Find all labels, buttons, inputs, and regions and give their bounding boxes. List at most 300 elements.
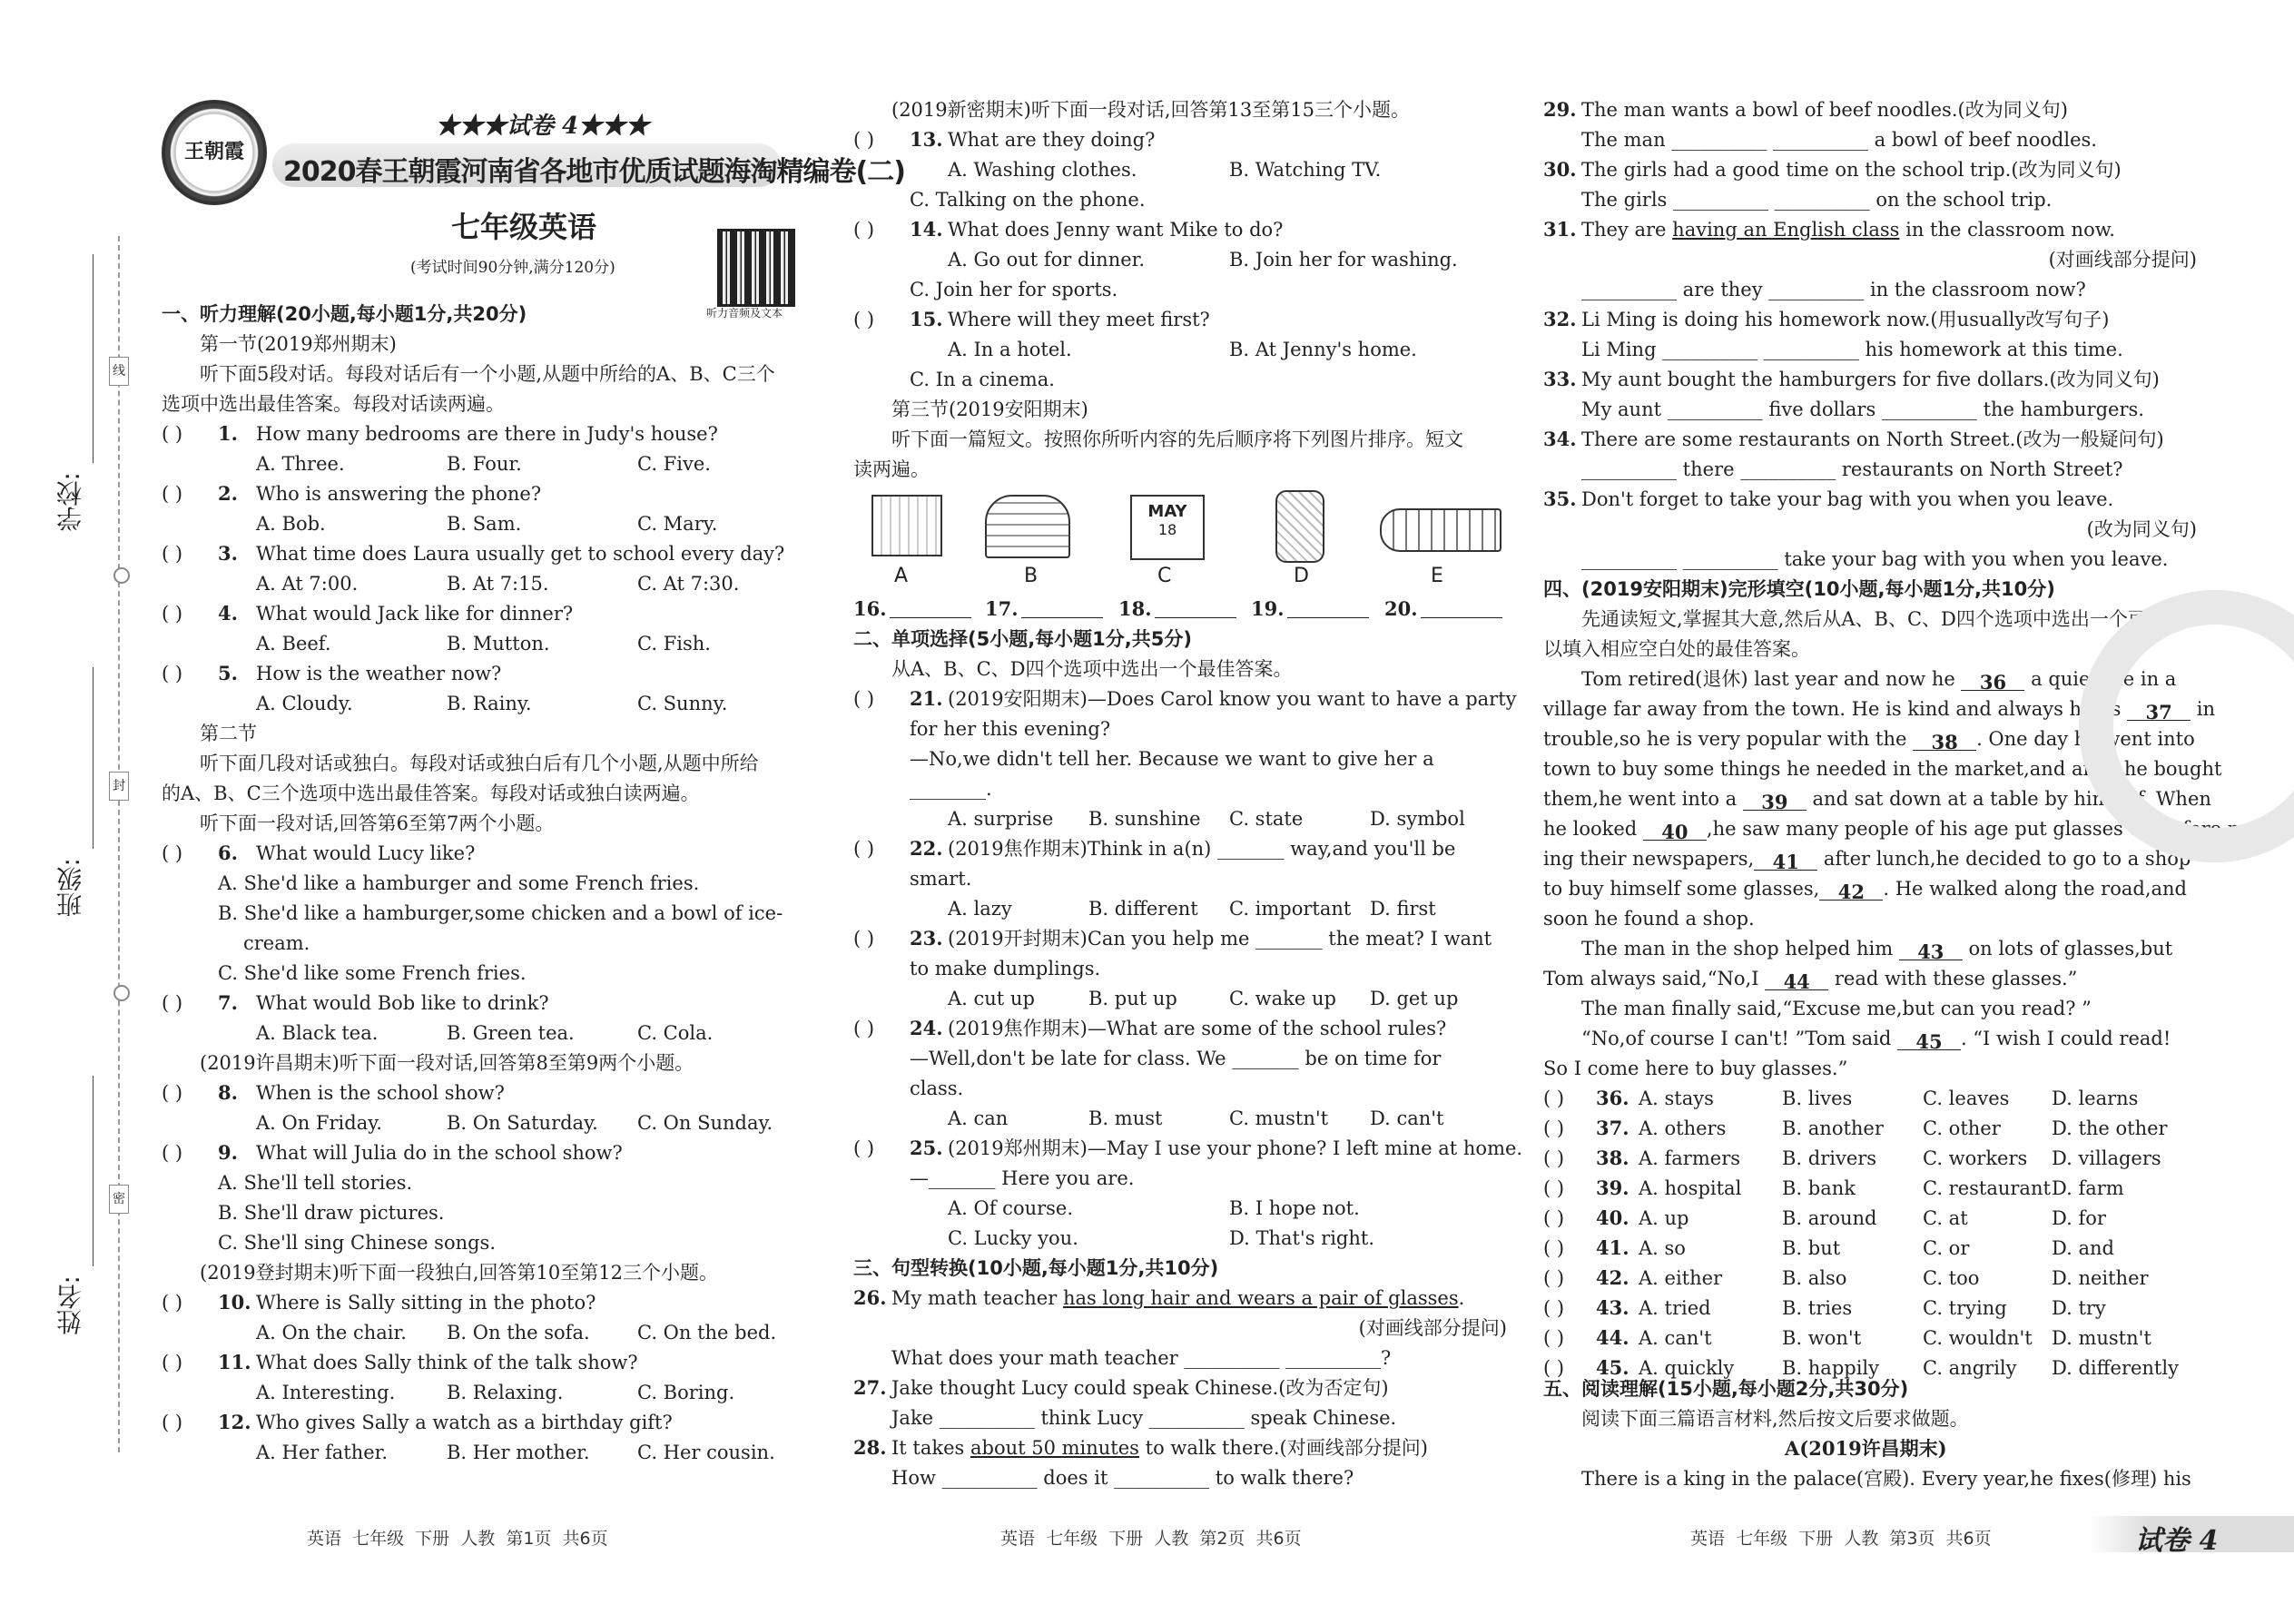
option-c[interactable]: C. workers — [1923, 1147, 2028, 1169]
answer-bracket[interactable]: ( ) — [162, 1082, 183, 1104]
cloze-blank[interactable]: 36 — [1961, 668, 2024, 691]
question-text: What does Jenny want Mike to do? — [948, 219, 1284, 241]
option-b[interactable]: B. put up — [1088, 988, 1177, 1009]
question-text-part: to walk there.(对画线部分提问) — [1138, 1437, 1428, 1459]
option-b[interactable]: B. another — [1782, 1117, 1884, 1139]
answer-bracket[interactable]: ( ) — [853, 1018, 875, 1039]
question-text: What time does Laura usually get to school every day? — [256, 543, 785, 565]
text-line: —No,we didn't tell her. Because we want to give her a — [910, 748, 1434, 770]
answer-bracket[interactable]: ( ) — [1543, 1327, 1565, 1349]
option-b[interactable]: B. I hope not. — [1229, 1197, 1360, 1219]
answer-bracket[interactable]: ( ) — [1543, 1117, 1565, 1139]
option-a[interactable]: A. lazy — [948, 898, 1012, 920]
gear-icon — [113, 567, 130, 584]
question-text: What does Sally think of the talk show? — [256, 1352, 638, 1373]
section-heading: 二、单项选择(5小题,每小题1分,共5分) — [853, 628, 1192, 650]
option-a[interactable]: A. Washing clothes. — [948, 159, 1137, 181]
answer-bracket[interactable]: ( ) — [162, 483, 183, 505]
cloze-text: he looked — [1543, 818, 1643, 840]
cloze-blank[interactable]: 37 — [2127, 698, 2191, 721]
text-line: 听下面一篇短文。按照你所听内容的先后顺序将下列图片排序。短文 — [891, 428, 1463, 450]
passage-a-text: There is a king in the palace(宫殿). Every year,he fixes(修理) his — [1581, 1468, 2191, 1490]
answer-bracket[interactable]: ( ) — [162, 663, 183, 684]
section-heading: 三、句型转换(10小题,每小题1分,共10分) — [853, 1257, 1219, 1279]
option-c[interactable]: C. other — [1923, 1117, 2001, 1139]
option-a[interactable]: C. Lucky you. — [948, 1227, 1078, 1249]
option-c[interactable]: C. angrily — [1923, 1357, 2017, 1379]
question-number: 28. — [853, 1436, 887, 1459]
option-d[interactable]: D. neither — [2052, 1267, 2149, 1289]
question-number: 11. — [218, 1351, 251, 1373]
option-a[interactable]: A. Interesting. — [256, 1382, 396, 1403]
question-text — [891, 1373, 1389, 1403]
option-b[interactable]: B. around — [1782, 1207, 1877, 1229]
answer-bracket[interactable]: ( ) — [853, 1137, 875, 1159]
cloze-blank[interactable]: 39 — [1743, 788, 1807, 811]
option-a[interactable]: A. Go out for dinner. — [948, 249, 1146, 271]
qr-code[interactable] — [717, 229, 795, 307]
question-text — [1581, 305, 2109, 334]
corner-label: 试卷 4 — [2135, 1525, 2219, 1557]
text-line: __________ __________ take your bag with you when you leave. — [1581, 548, 2169, 570]
option-c[interactable]: C. state — [1229, 808, 1304, 830]
option-a[interactable]: A. quickly — [1639, 1357, 1735, 1379]
question-number: 31. — [1543, 218, 1577, 241]
question-number: 4. — [218, 602, 238, 625]
option-c[interactable]: C. Five. — [637, 453, 711, 475]
option-b[interactable]: B. Sam. — [447, 513, 522, 535]
series-label: ★★★试卷 4★★★ — [436, 113, 650, 140]
option-c[interactable]: C. Boring. — [637, 1382, 735, 1403]
option-b[interactable]: B. must — [1088, 1107, 1163, 1129]
picture-robot — [1275, 490, 1324, 563]
cloze-text: them,he went into a — [1543, 788, 1743, 810]
option-d[interactable]: D. for — [2052, 1207, 2106, 1229]
option-a[interactable]: A. At 7:00. — [256, 573, 359, 595]
answer-bracket[interactable]: ( ) — [853, 928, 875, 950]
option-d[interactable]: D. learns — [2052, 1088, 2139, 1109]
answer-bracket[interactable]: ( ) — [162, 543, 183, 565]
answer-bracket[interactable]: ( ) — [1543, 1088, 1565, 1109]
option-a[interactable]: A. hospital — [1639, 1177, 1742, 1199]
answer-bracket[interactable]: ( ) — [1543, 1237, 1565, 1259]
gear-icon — [113, 985, 130, 1001]
option-d[interactable]: D. first — [1370, 898, 1436, 920]
question-number: 29. — [1543, 98, 1577, 121]
school-label: 学校: — [55, 472, 85, 532]
name-label: 姓名: — [55, 1275, 85, 1335]
cloze-text: village far away from the town. He is kind and always helps — [1543, 698, 2128, 720]
question-text-part: The girls had a good time on the school trip.(改为同义句) — [1581, 159, 2122, 181]
question-text: (2019安阳期末)—Does Carol know you want to have a party — [948, 688, 1517, 710]
answer-blank[interactable] — [1421, 617, 1502, 618]
question-number: 43. — [1596, 1296, 1629, 1319]
answer-bracket[interactable]: ( ) — [162, 842, 183, 864]
option-a[interactable]: A. others — [1639, 1117, 1727, 1139]
option-b[interactable]: B. drivers — [1782, 1147, 1877, 1169]
question-text — [891, 1284, 1464, 1313]
cloze-text: Tom always said,“No,I — [1543, 968, 1766, 989]
cloze-text: So I come here to buy glasses.” — [1543, 1058, 1848, 1079]
cloze-text: town to buy some things he needed in the market,and after he bought — [1543, 758, 2222, 780]
section-5-instruction: 阅读下面三篇语言材料,然后按文后要求做题。 — [1581, 1408, 1969, 1430]
option-c[interactable]: C. trying — [1923, 1297, 2007, 1319]
option-d[interactable]: D. differently — [2052, 1357, 2179, 1379]
question-text-part: . — [1458, 1287, 1465, 1309]
option-c[interactable]: C. Fish. — [637, 633, 711, 655]
subject-title: 七年级英语 — [451, 210, 597, 244]
cloze-line — [1543, 964, 2077, 993]
picture-gift — [871, 495, 942, 556]
answer-bracket[interactable]: ( ) — [853, 219, 875, 241]
option-a[interactable]: A. can't — [1639, 1327, 1712, 1349]
question-text — [891, 1433, 1428, 1462]
cloze-text: read with these glasses.” — [1828, 968, 2078, 989]
question-text: What would Bob like to drink? — [256, 992, 549, 1014]
cloze-text: on lots of glasses,but — [1962, 938, 2173, 960]
text-line: My aunt __________ five dollars __________ the hamburgers. — [1581, 399, 2144, 420]
option-b[interactable]: B. happily — [1782, 1357, 1880, 1379]
question-text: (2019开封期末)Can you help me _______ the meat? I want — [948, 928, 1492, 950]
option-a[interactable]: A. Beef. — [256, 633, 331, 655]
option-c[interactable]: C. important — [1229, 898, 1352, 920]
question-number: 3. — [218, 542, 238, 565]
option-b[interactable]: B. Watching TV. — [1229, 159, 1382, 181]
answer-bracket[interactable]: ( ) — [162, 603, 183, 625]
text-line: 的A、B、C三个选项中选出最佳答案。每段对话或独白读两遍。 — [162, 782, 700, 804]
option-c[interactable]: C. at — [1923, 1207, 1968, 1229]
text-line: What does your math teacher __________ __________? — [891, 1347, 1392, 1369]
option-a[interactable]: A. On Friday. — [256, 1112, 382, 1134]
cloze-text: . “I wish I could read! — [1960, 1028, 2171, 1049]
text-line: 听下面一段对话,回答第6至第7两个小题。 — [200, 812, 555, 834]
question-number: 14. — [910, 218, 943, 241]
text-line: to make dumplings. — [910, 958, 1101, 979]
question-text-part: Don't forget to take your bag with you when you leave. — [1581, 488, 2114, 510]
option-a[interactable]: A. tried — [1639, 1297, 1711, 1319]
calendar-month: MAY — [1147, 502, 1187, 521]
text-line: 第一节(2019郑州期末) — [200, 333, 397, 355]
bind-mark-2: 封 — [109, 772, 129, 801]
question-text-part: in the classroom now. — [1899, 219, 2115, 241]
option-d[interactable]: D. mustn't — [2052, 1327, 2151, 1349]
question-text: When is the school show? — [256, 1082, 505, 1104]
cloze-line — [1543, 844, 2191, 873]
text-line: cream. — [243, 932, 310, 954]
option-a[interactable]: A. stays — [1639, 1088, 1714, 1109]
option-a[interactable]: A. Of course. — [948, 1197, 1074, 1219]
cloze-line — [1581, 994, 2092, 1023]
question-number: 35. — [1543, 487, 1577, 510]
answer-blank[interactable] — [890, 617, 971, 618]
question-number: 41. — [1596, 1236, 1629, 1259]
option-c[interactable]: C. restaurant — [1923, 1177, 2051, 1199]
picture-building — [985, 495, 1070, 558]
question-text-part: The man wants a bowl of beef noodles.(改为同义句) — [1581, 99, 2068, 121]
question-text: Where will they meet first? — [948, 309, 1210, 330]
school-field[interactable] — [93, 254, 94, 463]
question-text — [1581, 485, 2113, 514]
option-b[interactable]: B. Mutton. — [447, 633, 550, 655]
option-a[interactable]: A. In a hotel. — [948, 339, 1072, 360]
answer-bracket[interactable]: ( ) — [1543, 1297, 1565, 1319]
option-b[interactable]: B. different — [1088, 898, 1198, 920]
text-line: C. She'd like some French fries. — [218, 962, 527, 984]
option-b[interactable]: B. Relaxing. — [447, 1382, 564, 1403]
question-text: What would Lucy like? — [256, 842, 476, 864]
question-number: 42. — [1596, 1266, 1629, 1289]
question-text — [1581, 95, 2068, 124]
option-b[interactable]: B. but — [1782, 1237, 1841, 1259]
question-text-part: It takes — [891, 1437, 970, 1459]
text-line: 听下面5段对话。每段对话后有一个小题,从题中所给的A、B、C三个 — [200, 363, 775, 385]
option-c[interactable]: C. wouldn't — [1923, 1327, 2033, 1349]
option-b[interactable]: B. At 7:15. — [447, 573, 549, 595]
text-line: C. She'll sing Chinese songs. — [218, 1232, 497, 1254]
option-d[interactable]: D. try — [2052, 1297, 2106, 1319]
option-a[interactable]: A. Black tea. — [256, 1022, 379, 1044]
answer-bracket[interactable]: ( ) — [1543, 1147, 1565, 1169]
answer-blank-label: 20. — [1384, 597, 1418, 620]
option-b[interactable]: B. Her mother. — [447, 1442, 590, 1463]
question-text-part: There are some restaurants on North Street.(改为一般疑问句) — [1581, 428, 2164, 450]
option-d[interactable]: D. the other — [2052, 1117, 2168, 1139]
cloze-blank[interactable]: 43 — [1899, 938, 1963, 960]
answer-bracket[interactable]: ( ) — [1543, 1177, 1565, 1199]
question-text: Where is Sally sitting in the photo? — [256, 1292, 596, 1314]
question-number: 6. — [218, 842, 238, 864]
option-d[interactable]: D. farm — [2052, 1177, 2124, 1199]
cloze-text: soon he found a shop. — [1543, 908, 1755, 930]
option-a[interactable]: A. surprise — [948, 808, 1054, 830]
option-c[interactable]: C. Sunny. — [637, 693, 728, 714]
cloze-blank[interactable]: 41 — [1754, 848, 1817, 871]
text-line: A. She'd like a hamburger and some French fries. — [218, 872, 700, 894]
underlined-part: about 50 minutes — [970, 1437, 1139, 1459]
option-b[interactable]: B. On the sofa. — [447, 1322, 590, 1343]
cloze-text: a quiet life in a — [2024, 668, 2177, 690]
cloze-text: The man in the shop helped him — [1581, 938, 1899, 960]
option-c[interactable]: C. leaves — [1923, 1088, 2010, 1109]
option-b[interactable]: B. also — [1782, 1267, 1847, 1289]
question-number: 24. — [910, 1017, 943, 1039]
option-c[interactable]: C. On Sunday. — [637, 1112, 773, 1134]
option-a[interactable]: A. cut up — [948, 988, 1035, 1009]
option-c[interactable]: C. At 7:30. — [637, 573, 740, 595]
option-a[interactable]: A. up — [1639, 1207, 1689, 1229]
question-text — [1581, 365, 2160, 394]
option-a[interactable]: A. Cloudy. — [256, 693, 353, 714]
text-line: B. She'd like a hamburger,some chicken and a bowl of ice- — [218, 902, 783, 924]
text-line: (2019新密期末)听下面一段对话,回答第13至第15三个小题。 — [891, 99, 1410, 121]
option-c[interactable]: C. too — [1923, 1267, 1980, 1289]
question-number: 12. — [218, 1411, 251, 1433]
option-b[interactable]: B. sunshine — [1088, 808, 1201, 830]
text-line: A. She'll tell stories. — [218, 1172, 413, 1194]
passage-a-title: A(2019许昌期末) — [1785, 1437, 1947, 1460]
cloze-line — [1543, 1054, 1847, 1083]
question-text: How is the weather now? — [256, 663, 502, 684]
option-a[interactable]: A. farmers — [1639, 1147, 1741, 1169]
answer-bracket[interactable]: ( ) — [1543, 1267, 1565, 1289]
answer-bracket[interactable]: ( ) — [162, 1292, 183, 1314]
text-line: How __________ does it __________ to walk there? — [891, 1467, 1354, 1489]
question-text — [1581, 425, 2164, 454]
option-c[interactable]: C. Mary. — [637, 513, 718, 535]
question-number: 2. — [218, 482, 238, 505]
cloze-line — [1581, 934, 2172, 963]
bind-mark-1: 线 — [109, 357, 129, 386]
option-b[interactable]: B. Green tea. — [447, 1022, 575, 1044]
cloze-line — [1581, 1024, 2171, 1053]
question-text-part: My aunt bought the hamburgers for five dollars.(改为同义句) — [1581, 369, 2160, 390]
answer-bracket[interactable]: ( ) — [853, 838, 875, 860]
option-b[interactable]: B. Join her for washing. — [1229, 249, 1458, 271]
text-line: __________ are they __________ in the classroom now? — [1581, 279, 2086, 300]
name-field[interactable] — [93, 1076, 94, 1266]
text-line: The girls __________ __________ on the school trip. — [1581, 189, 2053, 211]
question-note: (改为同义句) — [2086, 518, 2197, 540]
option-a[interactable]: A. Three. — [256, 453, 345, 475]
question-number: 39. — [1596, 1176, 1629, 1199]
cloze-text: ,he saw many people of his age put glasses on before read- — [1706, 818, 2279, 840]
text-line: ________. — [910, 778, 992, 800]
question-number: 25. — [910, 1137, 943, 1159]
text-line: —Well,don't be late for class. We _______ be on time for — [910, 1048, 1442, 1069]
question-number: 38. — [1596, 1147, 1629, 1169]
option-a[interactable]: A. On the chair. — [256, 1322, 407, 1343]
cloze-text: and sat down at a table by himself. When — [1806, 788, 2211, 810]
text-line: 读两遍。 — [853, 458, 930, 480]
question-number: 5. — [218, 662, 238, 684]
answer-blank[interactable] — [1021, 617, 1103, 618]
option-a[interactable]: A. so — [1639, 1237, 1686, 1259]
option-c[interactable]: C. or — [1923, 1237, 1970, 1259]
underlined-part: has long hair and wears a pair of glasses — [1062, 1287, 1459, 1309]
option-d[interactable]: D. get up — [1370, 988, 1459, 1009]
picture-label: C — [1157, 565, 1172, 587]
question-note: (对画线部分提问) — [1358, 1317, 1507, 1339]
question-text — [1581, 155, 2122, 184]
option-b[interactable]: B. bank — [1782, 1177, 1856, 1199]
answer-blank-label: 18. — [1118, 597, 1152, 620]
text-line: (2019登封期末)听下面一段独白,回答第10至第12三个小题。 — [200, 1262, 718, 1284]
class-field[interactable] — [93, 667, 94, 849]
option-b[interactable]: B. Four. — [447, 453, 522, 475]
option-c[interactable]: C. mustn't — [1229, 1107, 1329, 1129]
option-c[interactable]: C. On the bed. — [637, 1322, 777, 1343]
answer-blank[interactable] — [1155, 617, 1236, 618]
text-line: 以填入相应空白处的最佳答案。 — [1543, 638, 1810, 660]
answer-bracket[interactable]: ( ) — [162, 423, 183, 445]
question-text: What would Jack like for dinner? — [256, 603, 574, 625]
answer-bracket[interactable]: ( ) — [1543, 1357, 1565, 1379]
question-text: How many bedrooms are there in Judy's house? — [256, 423, 718, 445]
option-a[interactable]: A. Her father. — [256, 1442, 389, 1463]
page-title: 2020春王朝霞河南省各地市优质试题海淘精编卷(二) — [283, 156, 905, 188]
option-c[interactable]: C. Cola. — [637, 1022, 714, 1044]
option-b[interactable]: B. Rainy. — [447, 693, 532, 714]
picture-label: B — [1024, 565, 1039, 587]
cloze-blank[interactable]: 45 — [1897, 1028, 1961, 1050]
question-number: 32. — [1543, 308, 1577, 330]
cloze-text: after lunch,he decided to go to a shop — [1817, 848, 2191, 870]
option-b[interactable]: B. lives — [1782, 1088, 1853, 1109]
qr-caption: 听力音频及文本 — [706, 307, 783, 320]
option-b[interactable]: B. At Jenny's home. — [1229, 339, 1417, 360]
option-b[interactable]: B. tries — [1782, 1297, 1853, 1319]
logo: 王朝霞 — [162, 100, 267, 205]
answer-bracket[interactable]: ( ) — [162, 1352, 183, 1373]
answer-bracket[interactable]: ( ) — [853, 309, 875, 330]
text-line: 第二节 — [200, 723, 257, 744]
cloze-text: The man finally said,“Excuse me,but can you read? ” — [1581, 998, 2092, 1019]
option-b[interactable]: D. That's right. — [1229, 1227, 1374, 1249]
text-line: 从A、B、C、D四个选项中选出一个最佳答案。 — [891, 658, 1293, 680]
answer-bracket[interactable]: ( ) — [853, 688, 875, 710]
question-number: 30. — [1543, 158, 1577, 181]
question-number: 34. — [1543, 428, 1577, 450]
option-a[interactable]: A. can — [948, 1107, 1009, 1129]
answer-bracket[interactable]: ( ) — [162, 1412, 183, 1433]
question-text-part: My math teacher — [891, 1287, 1063, 1309]
text-line: 第三节(2019安阳期末) — [891, 399, 1088, 420]
text-line: class. — [910, 1078, 964, 1099]
section-5-heading: 五、阅读理解(15小题,每小题2分,共30分) — [1543, 1378, 1909, 1400]
question-text — [1581, 215, 2115, 244]
answer-blank[interactable] — [1287, 617, 1369, 618]
option-d[interactable]: D. symbol — [1370, 808, 1465, 830]
option-a[interactable]: A. either — [1639, 1267, 1723, 1289]
text-line: —_______ Here you are. — [910, 1167, 1135, 1189]
answer-bracket[interactable]: ( ) — [1543, 1207, 1565, 1229]
answer-bracket[interactable]: ( ) — [162, 992, 183, 1014]
option-d[interactable]: D. villagers — [2052, 1147, 2161, 1169]
cloze-blank[interactable]: 38 — [1913, 728, 1976, 751]
class-label: 班级: — [55, 858, 85, 918]
cloze-blank[interactable]: 44 — [1765, 968, 1828, 990]
cloze-blank[interactable]: 40 — [1643, 818, 1707, 841]
picture-train — [1380, 508, 1501, 552]
option-b[interactable]: B. won't — [1782, 1327, 1862, 1349]
cloze-blank[interactable]: 42 — [1819, 878, 1883, 901]
option-b[interactable]: B. On Saturday. — [447, 1112, 598, 1134]
text-line: 选项中选出最佳答案。每段对话读两遍。 — [162, 393, 505, 415]
text-line: B. She'll draw pictures. — [218, 1202, 445, 1224]
picture-label: D — [1294, 565, 1309, 587]
picture-calendar — [1130, 495, 1205, 560]
text-line: C. Join her for sports. — [910, 279, 1118, 300]
question-number: 36. — [1596, 1087, 1629, 1109]
option-d[interactable]: D. can't — [1370, 1107, 1444, 1129]
footer-page-1: 英语 七年级 下册 人教 第1页 共6页 — [307, 1529, 608, 1549]
question-text: What are they doing? — [948, 129, 1156, 151]
option-a[interactable]: A. Bob. — [256, 513, 326, 535]
question-text-part: Jake thought Lucy could speak Chinese.(改为否定句) — [891, 1377, 1389, 1399]
answer-bracket[interactable]: ( ) — [853, 129, 875, 151]
question-number: 21. — [910, 687, 943, 710]
option-c[interactable]: C. Her cousin. — [637, 1442, 775, 1463]
cloze-line — [1543, 874, 2187, 903]
cloze-text: . He walked along the road,and — [1883, 878, 2187, 900]
text-line: C. In a cinema. — [910, 369, 1055, 390]
option-c[interactable]: C. wake up — [1229, 988, 1336, 1009]
question-text-part: Li Ming is doing his homework now.(用usually改写句子) — [1581, 309, 2110, 330]
cloze-text: “No,of course I can't! ”Tom said — [1581, 1028, 1897, 1049]
option-d[interactable]: D. and — [2052, 1237, 2114, 1259]
question-number: 8. — [218, 1081, 238, 1104]
answer-bracket[interactable]: ( ) — [162, 1142, 183, 1164]
